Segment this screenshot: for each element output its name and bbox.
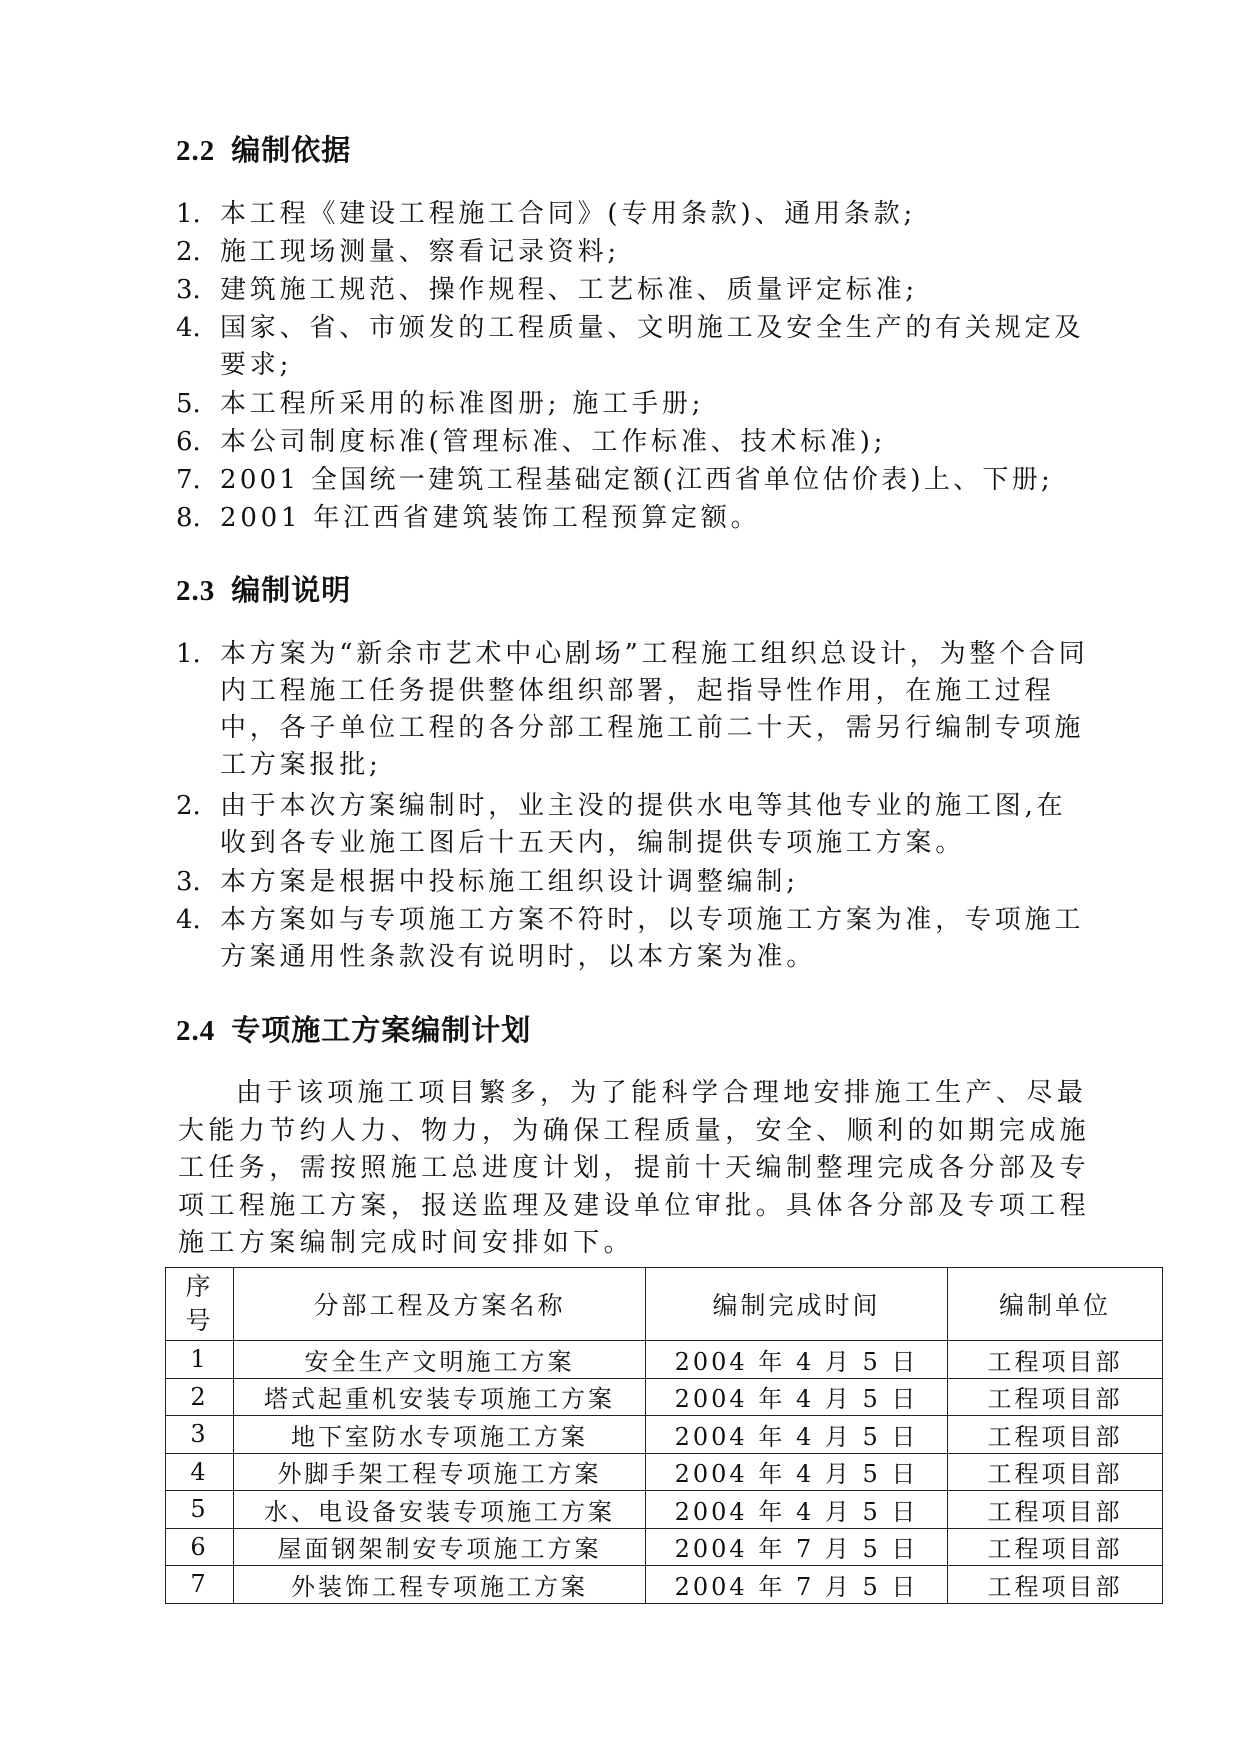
list-item-text: 本方案如与专项施工方案不符时，以专项施工方案为准，专项施工方案通用性条款没有说明时，以本方案为准。	[220, 905, 1085, 972]
list-item	[176, 462, 1096, 499]
header-time: 编制完成时间	[646, 1268, 948, 1341]
cell-time: 2004 年 4 月 5 日	[646, 1453, 948, 1491]
cell-unit: 工程项目部	[948, 1378, 1163, 1416]
cell-time: 2004 年 4 月 5 日	[646, 1416, 948, 1454]
cell-name: 外脚手架工程专项施工方案	[234, 1453, 646, 1491]
cell-unit: 工程项目部	[948, 1491, 1163, 1529]
section-title: 编制依据	[231, 133, 352, 167]
cell-no: 4	[166, 1453, 234, 1491]
cell-time: 2004 年 7 月 5 日	[646, 1528, 948, 1566]
list-item-number: 3.	[176, 867, 201, 897]
list-item	[176, 788, 1096, 862]
plan-table	[165, 1267, 1163, 1604]
table-row	[166, 1341, 1163, 1379]
list-item-text: 国家、省、市颁发的工程质量、文明施工及安全生产的有关规定及要求;	[220, 313, 1085, 380]
header-no	[166, 1268, 234, 1341]
cell-unit: 工程项目部	[948, 1453, 1163, 1491]
list-item-number: 1.	[176, 639, 201, 669]
section-heading-2-3	[176, 568, 351, 609]
list-item-text: 施工现场测量、察看记录资料;	[220, 237, 620, 267]
table-row	[166, 1378, 1163, 1416]
list-item	[176, 500, 1096, 537]
header-name: 分部工程及方案名称	[234, 1268, 646, 1341]
list-item-number: 5.	[176, 389, 201, 419]
list-item-text: 2001 年江西省建筑装饰工程预算定额。	[220, 503, 761, 533]
section-heading-2-4	[176, 1008, 531, 1049]
table-row	[166, 1453, 1163, 1491]
list-item-number: 8.	[176, 503, 201, 533]
list-item-number: 6.	[176, 427, 201, 457]
list-item-number: 2.	[176, 791, 201, 821]
table-row	[166, 1491, 1163, 1529]
list-item	[176, 234, 1096, 271]
cell-name: 地下室防水专项施工方案	[234, 1416, 646, 1454]
list-item-number: 7.	[176, 465, 201, 495]
list-item-number: 3.	[176, 275, 201, 305]
list-item-number: 2.	[176, 237, 201, 267]
list-item	[176, 272, 1096, 309]
cell-time: 2004 年 4 月 5 日	[646, 1491, 948, 1529]
section-number: 2.3	[176, 575, 216, 607]
section-heading-2-2	[176, 128, 351, 169]
list-item	[176, 386, 1096, 423]
cell-unit: 工程项目部	[948, 1416, 1163, 1454]
table-row	[166, 1528, 1163, 1566]
table-row	[166, 1416, 1163, 1454]
cell-no: 2	[166, 1378, 234, 1416]
cell-no: 3	[166, 1416, 234, 1454]
cell-no: 7	[166, 1566, 234, 1604]
list-item-text: 本方案是根据中投标施工组织设计调整编制;	[220, 867, 799, 897]
section-number: 2.4	[176, 1015, 216, 1047]
list-item-text: 由于本次方案编制时，业主没的提供水电等其他专业的施工图,在收到各专业施工图后十五天内，编制提供专项施工方案。	[220, 791, 1067, 858]
section-number: 2.2	[176, 135, 216, 167]
cell-unit: 工程项目部	[948, 1566, 1163, 1604]
list-item-number: 4.	[176, 313, 201, 343]
list-item	[176, 310, 1096, 384]
cell-no: 6	[166, 1528, 234, 1566]
cell-no: 5	[166, 1491, 234, 1529]
list-item	[176, 196, 1096, 233]
table-header-row	[166, 1268, 1163, 1341]
list-item-text: 本工程所采用的标准图册; 施工手册;	[220, 389, 705, 419]
list-item	[176, 902, 1096, 976]
list-item-text: 建筑施工规范、操作规程、工艺标准、质量评定标准;	[220, 275, 918, 305]
section-title: 专项施工方案编制计划	[231, 1013, 532, 1047]
header-unit: 编制单位	[948, 1268, 1163, 1341]
list-item	[176, 636, 1096, 784]
list-item-text: 2001 全国统一建筑工程基础定额(江西省单位估价表)上、下册;	[220, 465, 1054, 495]
table-row	[166, 1566, 1163, 1604]
list-item-text: 本方案为“新余市艺术中心剧场”工程施工组织总设计，为整个合同内工程施工任务提供整体组织部署，起指导性作用，在施工过程中，各子单位工程的各分部工程施工前二十天，需另行编制专项施工方案报批;	[220, 639, 1089, 780]
header-no-line2: 号	[185, 1306, 214, 1335]
cell-no: 1	[166, 1341, 234, 1379]
body-paragraph: 由于该项施工项目繁多，为了能科学合理地安排施工生产、尽最大能力节约人力、物力，为确保工程质量，安全、顺利的如期完成施工任务，需按照施工总进度计划，提前十天编制整理完成各分部及专项工程施工方案，报送监理及建设单位审批。具体各分部及专项工程施工方案编制完成时间安排如下。	[178, 1078, 1091, 1258]
list-item	[176, 864, 1096, 901]
list-item-number: 4.	[176, 905, 201, 935]
cell-name: 水、电设备安装专项施工方案	[234, 1491, 646, 1529]
list-item	[176, 424, 1096, 461]
list-item-number: 1.	[176, 199, 201, 229]
cell-name: 屋面钢架制安专项施工方案	[234, 1528, 646, 1566]
section-title: 编制说明	[231, 573, 352, 607]
header-no-line1: 序	[185, 1272, 214, 1301]
cell-name: 安全生产文明施工方案	[234, 1341, 646, 1379]
cell-unit: 工程项目部	[948, 1341, 1163, 1379]
list-item-text: 本公司制度标准(管理标准、工作标准、技术标准);	[220, 427, 887, 457]
list-item-text: 本工程《建设工程施工合同》(专用条款)、通用条款;	[220, 199, 917, 229]
cell-name: 塔式起重机安装专项施工方案	[234, 1378, 646, 1416]
cell-unit: 工程项目部	[948, 1528, 1163, 1566]
cell-time: 2004 年 4 月 5 日	[646, 1341, 948, 1379]
cell-time: 2004 年 4 月 5 日	[646, 1378, 948, 1416]
cell-name: 外装饰工程专项施工方案	[234, 1566, 646, 1604]
cell-time: 2004 年 7 月 5 日	[646, 1566, 948, 1604]
